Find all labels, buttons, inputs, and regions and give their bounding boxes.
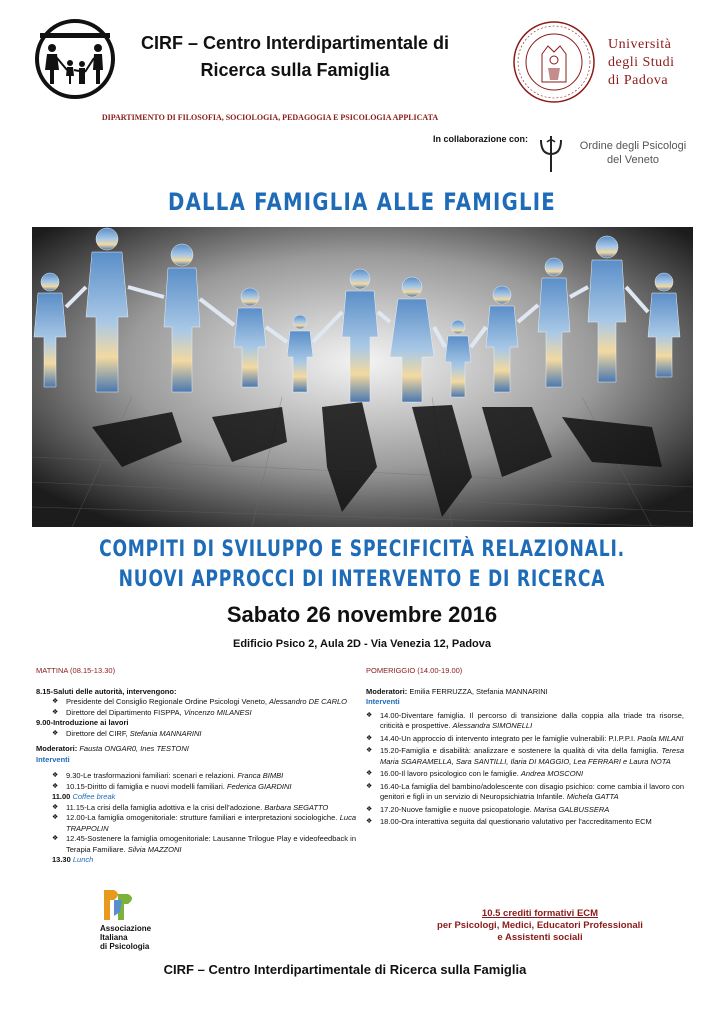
ordine-line1: Ordine degli Psicologi — [579, 140, 687, 152]
afternoon-section-header — [366, 666, 684, 677]
welcome-item-speaker: Vincenzo MILANESI — [183, 707, 252, 717]
talk-speaker: Andrea MOSCONI — [520, 769, 584, 778]
diamond-bullet-icon: ❖ — [366, 747, 373, 754]
diamond-bullet-icon: ❖ — [52, 772, 59, 779]
collaboration-label: In collaborazione con: — [433, 134, 529, 144]
talk-item — [366, 746, 684, 767]
moderators-names: Emilia FERRUZZA, Stefania MANNARINI — [409, 686, 548, 696]
university-seal-icon — [512, 20, 596, 104]
ecm-line1: 10.5 crediti formativi ECM — [481, 908, 599, 919]
intro-item-text: Direttore del CIRF, — [66, 728, 130, 738]
diamond-bullet-icon: ❖ — [366, 770, 373, 777]
diamond-bullet-icon: ❖ — [52, 708, 59, 716]
afternoon-program — [366, 666, 684, 830]
talk-text: 14.00-Diventare famiglia. Il percorso di transizione dalla coppia alla triade tra risorse, criticità e prospettive. — [380, 710, 684, 730]
moderators-label: Moderatori: — [36, 744, 80, 753]
university-name — [608, 36, 675, 90]
university-name-line3: di Padova — [608, 73, 669, 88]
afternoon-label: POMERIGGIO — [366, 666, 416, 675]
cirf-title — [130, 30, 460, 84]
event-title: DALLA FAMIGLIA ALLE FAMIGLIE — [168, 188, 556, 216]
aip-name — [100, 924, 151, 951]
diamond-bullet-icon: ❖ — [366, 711, 373, 719]
morning-label: MATTINA — [36, 666, 68, 675]
diamond-bullet-icon: ❖ — [366, 818, 373, 825]
diamond-bullet-icon: ❖ — [52, 814, 59, 821]
talk-text: 10.15-Diritto di famiglia e nuovi modelli familiari. — [66, 781, 227, 791]
diamond-bullet-icon: ❖ — [366, 734, 373, 742]
diamond-bullet-icon: ❖ — [366, 805, 373, 813]
diamond-bullet-icon: ❖ — [52, 803, 59, 811]
afternoon-moderators — [366, 687, 684, 698]
university-name-line1: Università — [608, 37, 672, 52]
talk-speaker: Barbara SEGATTO — [264, 802, 329, 812]
talk-text: 14.40-Un approccio di intervento integrato per le famiglie vulnerabili: P.I.P.P.I. — [380, 733, 638, 743]
talk-text: 11.15-La crisi della famiglia adottiva e la crisi dell’adozione. — [66, 802, 265, 812]
talk-item — [36, 771, 356, 782]
interventi-heading: Interventi — [366, 697, 400, 706]
talk-item — [366, 711, 684, 732]
morning-section-header — [36, 666, 356, 677]
cirf-title-line2: Ricerca sulla Famiglia — [200, 60, 390, 80]
cirf-logo — [30, 18, 120, 100]
footer-organizer: CIRF – Centro Interdipartimentale di Ricerca sulla Famiglia — [163, 962, 527, 977]
talk-text: 12.45-Sostenere la famiglia omogenitoriale: Lausanne Trilogue Play e videofeedback in Terapia Familiare. — [66, 834, 356, 854]
diamond-bullet-icon: ❖ — [52, 835, 59, 842]
cirf-title-line1: CIRF – Centro Interdipartimentale di — [140, 33, 450, 53]
talk-item — [366, 782, 684, 803]
lunch-label: Lunch — [72, 855, 94, 864]
ecm-line3: e Assistenti sociali — [497, 932, 583, 943]
lunch-break — [36, 855, 356, 866]
intro-item — [36, 729, 356, 740]
talk-text: 16.00-Il lavoro psicologico con le famiglie. — [380, 769, 521, 778]
interventi-heading: Interventi — [36, 754, 70, 764]
ordine-psicologi-name — [578, 139, 688, 167]
talk-speaker: Teresa Maria SGARAMELLA, Sara SANTILLI, Ilaria DI MAGGIO, Lea FERRARI e Laura NOTA — [380, 746, 684, 766]
subtitle-line1: COMPITI DI SVILUPPO E SPECIFICITÀ RELAZIONALI. — [99, 537, 625, 562]
subtitle-line2: NUOVI APPROCCI DI INTERVENTO E DI RICERCA — [118, 567, 606, 592]
welcome-heading: 8.15-Saluti delle autorità, intervengono: — [36, 686, 177, 696]
psi-logo-icon — [536, 132, 566, 176]
diamond-bullet-icon: ❖ — [52, 729, 59, 737]
talk-item — [36, 803, 356, 814]
aip-line2: Italiana — [100, 933, 128, 942]
break-label: Coffee break — [72, 792, 116, 801]
welcome-item — [36, 697, 356, 708]
talk-text: 17.20-Nuove famiglie e nuove psicopatologie. — [380, 804, 534, 814]
welcome-item-speaker: Alessandro DE CARLO — [269, 697, 347, 706]
event-date: Sabato 26 novembre 2016 — [226, 602, 498, 627]
talk-item — [366, 817, 684, 828]
paper-chain-family-image — [32, 227, 693, 527]
talk-speaker: Federica GIARDINI — [226, 781, 292, 791]
talk-speaker: Michela GATTA — [566, 792, 619, 801]
coffee-break — [36, 792, 356, 803]
diamond-bullet-icon: ❖ — [52, 698, 59, 705]
talk-item — [366, 805, 684, 816]
welcome-item — [36, 708, 356, 719]
talk-speaker: Luca TRAPPOLIN — [66, 813, 356, 833]
ecm-line2: per Psicologi, Medici, Educatori Professionali — [437, 920, 643, 931]
welcome-item-text: Presidente del Consiglio Regionale Ordine Psicologi Veneto, — [66, 697, 270, 706]
talk-speaker: Paola MILANI — [637, 733, 684, 743]
talk-text: 18.00-Ora interattiva seguita dal questionario valutativo per l’accreditamento ECM — [380, 817, 652, 826]
morning-program — [36, 666, 356, 866]
talk-text: 12.00-La famiglia omogenitoriale: strutture familiari e interpretazioni sociologiche. — [66, 813, 340, 822]
talk-speaker: Franca BIMBI — [237, 771, 284, 780]
afternoon-time: (14.00-19.00) — [415, 666, 463, 675]
break-time: 11.00 — [52, 792, 73, 801]
ordine-line2: del Veneto — [607, 154, 659, 166]
welcome-item-text: Direttore del Dipartimento FISPPA, — [66, 707, 184, 717]
aip-line3: di Psicologia — [100, 942, 150, 951]
aip-line1: Associazione — [100, 924, 152, 933]
morning-moderators — [36, 744, 356, 755]
morning-time: (08.15-13.30) — [67, 666, 116, 675]
event-venue: Edificio Psico 2, Aula 2D - Via Venezia 12, Padova — [233, 638, 491, 650]
intro-heading: 9.00-Introduzione ai lavori — [36, 718, 129, 727]
diamond-bullet-icon: ❖ — [52, 782, 59, 790]
talk-item — [36, 834, 356, 855]
department-name: DIPARTIMENTO DI FILOSOFIA, SOCIOLOGIA, PEDAGOGIA E PSICOLOGIA APPLICATA — [101, 113, 439, 122]
talk-speaker: Alessandra SIMONELLI — [452, 721, 533, 730]
university-name-line2: degli Studi — [608, 55, 675, 70]
talk-text: 15.20-Famiglia e disabilità: analizzare e sostenere la qualità di vita della famiglia. — [380, 746, 662, 755]
talk-item — [36, 782, 356, 793]
moderators-names: Fausta ONGAR0, Ines TESTONI — [79, 744, 189, 753]
talk-speaker: Silvia MAZZONI — [127, 844, 182, 854]
lunch-time: 13.30 — [52, 855, 73, 864]
event-subtitle — [80, 535, 645, 595]
talk-speaker: Marisa GALBUSSERA — [533, 804, 610, 814]
intro-item-speaker: Stefania MANNARINI — [129, 728, 202, 738]
talk-item — [366, 734, 684, 745]
diamond-bullet-icon: ❖ — [366, 782, 373, 790]
talk-text: 9.30-Le trasformazioni familiari: scenari e relazioni. — [66, 771, 238, 780]
talk-text: 16.40-La famiglia del bambino/adolescente con disagio psichico: come cambia il lavoro con genitori e figli in un servizio di Neuropsichiatria Infantile. — [380, 781, 684, 801]
talk-item — [366, 769, 684, 780]
ecm-credits — [410, 908, 670, 944]
talk-item — [36, 813, 356, 834]
moderators-label: Moderatori: — [366, 686, 410, 696]
